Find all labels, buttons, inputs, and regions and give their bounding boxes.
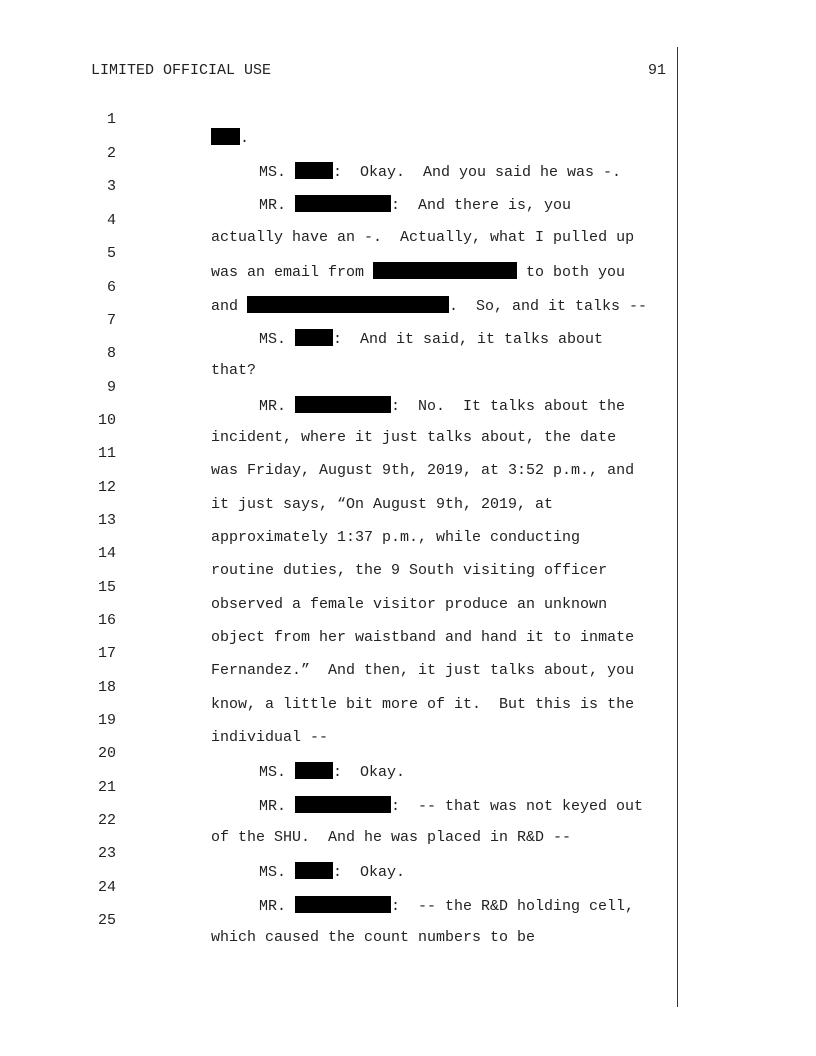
transcript-line — [0, 828, 816, 881]
speaker-title: MR. — [259, 197, 296, 214]
transcript-line — [0, 562, 816, 613]
line-text: MR. : And there is, you — [259, 197, 572, 214]
line-number: 5 — [106, 245, 116, 262]
transcript-line — [0, 595, 816, 646]
line-number: 4 — [106, 212, 116, 229]
transcript-line — [0, 161, 816, 214]
line-text: routine duties, the 9 South visiting officer — [211, 562, 608, 579]
transcript-line — [0, 895, 816, 946]
transcript-line — [0, 495, 816, 546]
transcript-line — [0, 762, 816, 815]
line-text: was Friday, August 9th, 2019, at 3:52 p.m., and — [211, 462, 635, 479]
transcript-line — [0, 628, 816, 679]
speaker-title: MR. — [259, 898, 296, 915]
line-number: 6 — [106, 279, 116, 296]
line-number: 25 — [97, 912, 116, 929]
transcript-line — [0, 862, 816, 915]
line-text: Fernandez.” And then, it just talks about, you — [211, 662, 635, 679]
page-number: 91 — [647, 62, 666, 79]
transcript-line — [0, 295, 816, 348]
line-text: MS. : And it said, it talks about — [259, 331, 604, 348]
line-text: MR. : -- the R&D holding cell, — [259, 898, 635, 915]
line-text: individual -- — [211, 729, 329, 746]
line-number: 13 — [97, 512, 116, 529]
transcript-line — [0, 362, 816, 415]
transcript-line — [0, 462, 816, 513]
line-text: MS. : Okay. — [259, 864, 406, 881]
line-number: 9 — [106, 379, 116, 396]
line-text: MR. : No. It talks about the — [259, 398, 626, 415]
transcript-line — [0, 662, 816, 713]
line-text: approximately 1:37 p.m., while conducting — [211, 529, 581, 546]
transcript-line — [0, 94, 816, 147]
line-number: 1 — [106, 111, 116, 128]
line-text: it just says, “On August 9th, 2019, at — [211, 496, 554, 513]
line-text: incident, where it just talks about, the date — [211, 429, 617, 446]
line-number: 2 — [106, 145, 116, 162]
speaker-title: MS. — [259, 331, 296, 348]
line-number: 11 — [97, 445, 116, 462]
line-number: 20 — [97, 745, 116, 762]
speaker-title: MS. — [259, 864, 296, 881]
transcript-line — [0, 728, 816, 781]
transcript-line — [0, 262, 816, 315]
line-number: 22 — [97, 812, 116, 829]
line-text: MR. : -- that was not keyed out — [259, 798, 644, 815]
line-number: 16 — [97, 612, 116, 629]
line-number: 18 — [97, 679, 116, 696]
transcript-line — [0, 695, 816, 746]
line-text: know, a little bit more of it. But this is the — [211, 696, 635, 713]
line-number: 12 — [97, 479, 116, 496]
line-number: 21 — [97, 779, 116, 796]
line-text: and . So, and it talks -- — [211, 298, 648, 315]
line-text: of the SHU. And he was placed in R&D -- — [211, 829, 572, 846]
line-number: 15 — [97, 579, 116, 596]
transcript-line — [0, 128, 816, 181]
line-number: 10 — [97, 412, 116, 429]
line-number: 7 — [106, 312, 116, 329]
line-text: that? — [211, 362, 257, 379]
transcript-line — [0, 195, 816, 246]
line-text: was an email from to both you — [211, 264, 626, 281]
classification-header: LIMITED OFFICIAL USE — [91, 62, 272, 79]
speaker-title: MR. — [259, 398, 296, 415]
line-number: 17 — [97, 645, 116, 662]
line-text: which caused the count numbers to be — [211, 929, 536, 946]
line-number: 14 — [97, 545, 116, 562]
line-text: observed a female visitor produce an unknown — [211, 596, 608, 613]
transcript-line — [0, 428, 816, 479]
transcript-line — [0, 328, 816, 379]
transcript-line — [0, 528, 816, 579]
line-number: 3 — [106, 178, 116, 195]
line-text: actually have an -. Actually, what I pulled up — [211, 229, 635, 246]
line-number: 24 — [97, 879, 116, 896]
transcript-line — [0, 795, 816, 846]
speaker-title: MS. — [259, 164, 296, 181]
speaker-title: MR. — [259, 798, 296, 815]
line-text: MS. : Okay. — [259, 764, 406, 781]
line-number: 8 — [106, 345, 116, 362]
line-number: 19 — [97, 712, 116, 729]
line-number: 23 — [97, 845, 116, 862]
transcript-line — [0, 395, 816, 446]
line-text: object from her waistband and hand it to inmate — [211, 629, 635, 646]
line-text: MS. : Okay. And you said he was -. — [259, 164, 622, 181]
line-text: . — [211, 128, 249, 147]
speaker-title: MS. — [259, 764, 296, 781]
transcript-line — [0, 228, 816, 281]
